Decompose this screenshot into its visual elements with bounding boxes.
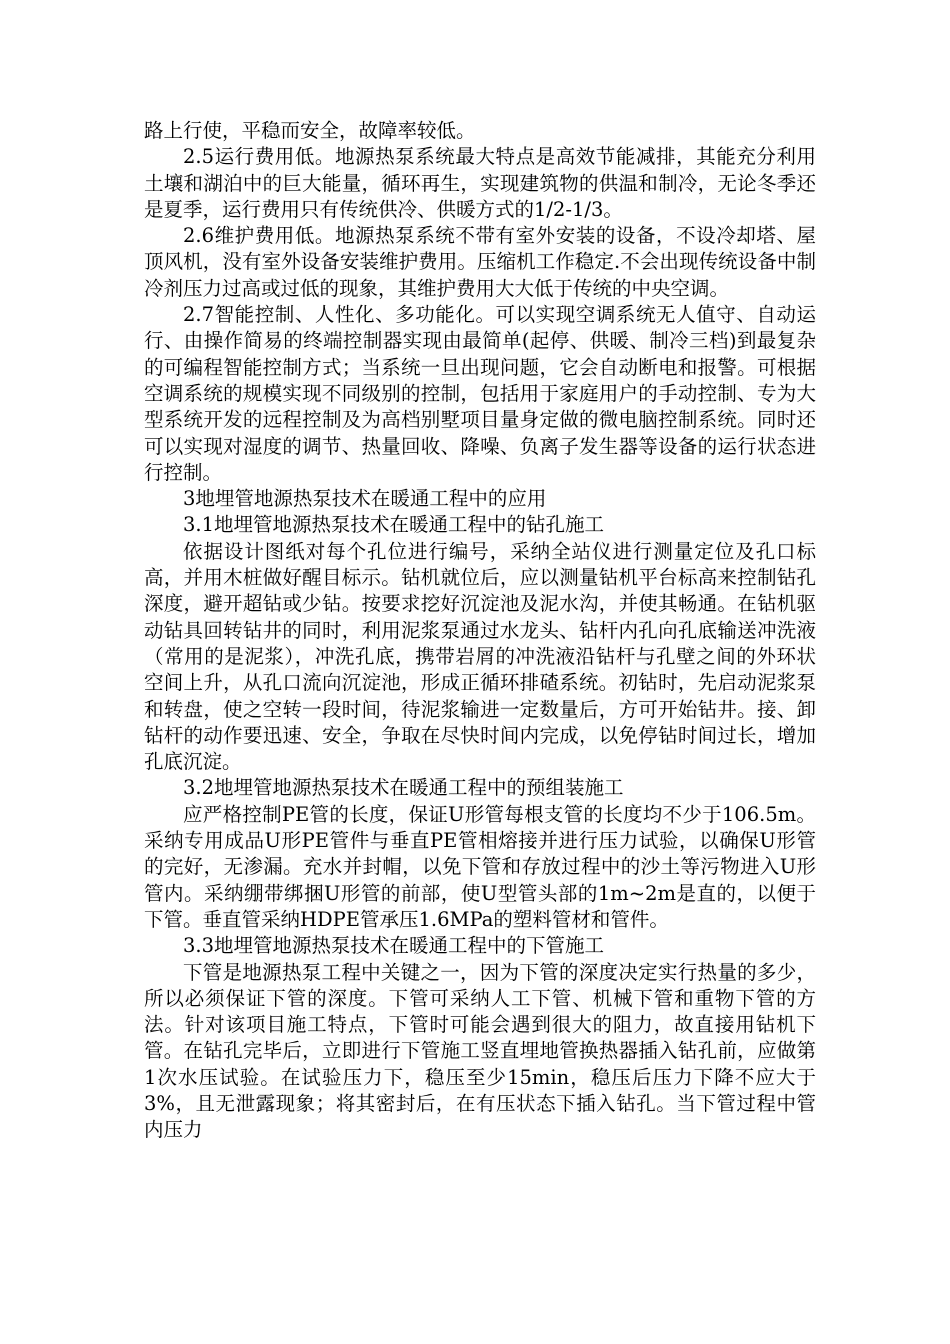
- subsection-heading-3-3: 3.3地埋管地源热泵技术在暖通工程中的下管施工: [183, 934, 605, 958]
- paragraph-3-3-pipe-lowering: 下管是地源热泵工程中关键之一，因为下管的深度决定实行热量的多少，所以必须保证下管的深度。下管可采纳人工下管、机械下管和重物下管的方法。针对该项目施工特点，下管时可能会遇到很大的阻力，故直接用钻机下管。在钻孔完毕后，立即进行下管施工竖直埋地管换热器插入钻孔前，应做第1次水压试验。在试验压力下，稳压至少15min，稳压后压力下降不应大于3%，且无泄露现象；将其密封后，在有压状态下插入钻孔。当下管过程中管内压力: [144, 960, 816, 1142]
- document-page: [144, 118, 816, 1144]
- paragraph-continuation: 路上行使，平稳而安全，故障率较低。: [144, 119, 476, 142]
- paragraph-3-1-drilling: 依据设计图纸对每个孔位进行编号，采纳全站仪进行测量定位及孔口标高，并用木桩做好醒目标示。钻机就位后，应以测量钻机平台标高来控制钻孔深度，避开超钻或少钻。按要求挖好沉淀池及泥水沟，并使其畅通。在钻机驱动钻具回转钻井的同时，利用泥浆泵通过水龙头、钻杆内孔向孔底输送冲洗液（常用的是泥浆），冲洗孔底，携带岩屑的冲洗液沿钻杆与孔壁之间的外环状空间上升，从孔口流向沉淀池，形成正循环排碴系统。初钻时，先启动泥浆泵和转盘，使之空转一段时间，待泥浆输进一定数量后，方可开始钻井。接、卸钻杆的动作要迅速、安全，争取在尽快时间内完成，以免停钻时间过长，增加孔底沉淀。: [144, 539, 816, 774]
- subsection-heading-3-2: 3.2地埋管地源热泵技术在暖通工程中的预组装施工: [183, 776, 624, 800]
- paragraph-2-6-low-maintenance-cost: 2.6维护费用低。地源热泵系统不带有室外安装的设备，不设冷却塔、屋顶风机，没有室外设备安装维护费用。压缩机工作稳定.不会出现传统设备中制冷剂压力过高或过低的现象，其维护费用大大低于传统的中央空调。: [144, 224, 816, 300]
- paragraph-2-5-low-operating-cost: 2.5运行费用低。地源热泵系统最大特点是高效节能减排，其能充分利用土壤和湖泊中的巨大能量，循环再生，实现建筑物的供温和制冷，无论冬季还是夏季，运行费用只有传统供冷、供暖方式的1/2-1/3。: [144, 145, 816, 221]
- paragraph-2-7-smart-control: 2.7智能控制、人性化、多功能化。可以实现空调系统无人值守、自动运行、由操作简易的终端控制器实现由最简单(起停、供暖、制冷三档)到最复杂的可编程智能控制方式；当系统一旦出现问题，它会自动断电和报警。可根据空调系统的规模实现不同级别的控制，包括用于家庭用户的手动控制、专为大型系统开发的远程控制及为高档别墅项目量身定做的微电脑控制系统。同时还可以实现对湿度的调节、热量回收、降噪、负离子发生器等设备的运行状态进行控制。: [144, 303, 816, 484]
- paragraph-3-2-preassembly: 应严格控制PE管的长度，保证U形管每根支管的长度均不少于106.5m。采纳专用成品U形PE管件与垂直PE管相熔接并进行压力试验，以确保U形管的完好，无渗漏。充水并封帽，以免下管和存放过程中的沙土等污物进入U形管内。采纳绷带绑捆U形管的前部，使U型管头部的1m~2m是直的，以便于下管。垂直管采纳HDPE管承压1.6MPa的塑料管材和管件。: [144, 802, 816, 931]
- subsection-heading-3-1: 3.1地埋管地源热泵技术在暖通工程中的钻孔施工: [183, 513, 605, 537]
- section-heading-3: 3地埋管地源热泵技术在暖通工程中的应用: [183, 487, 547, 511]
